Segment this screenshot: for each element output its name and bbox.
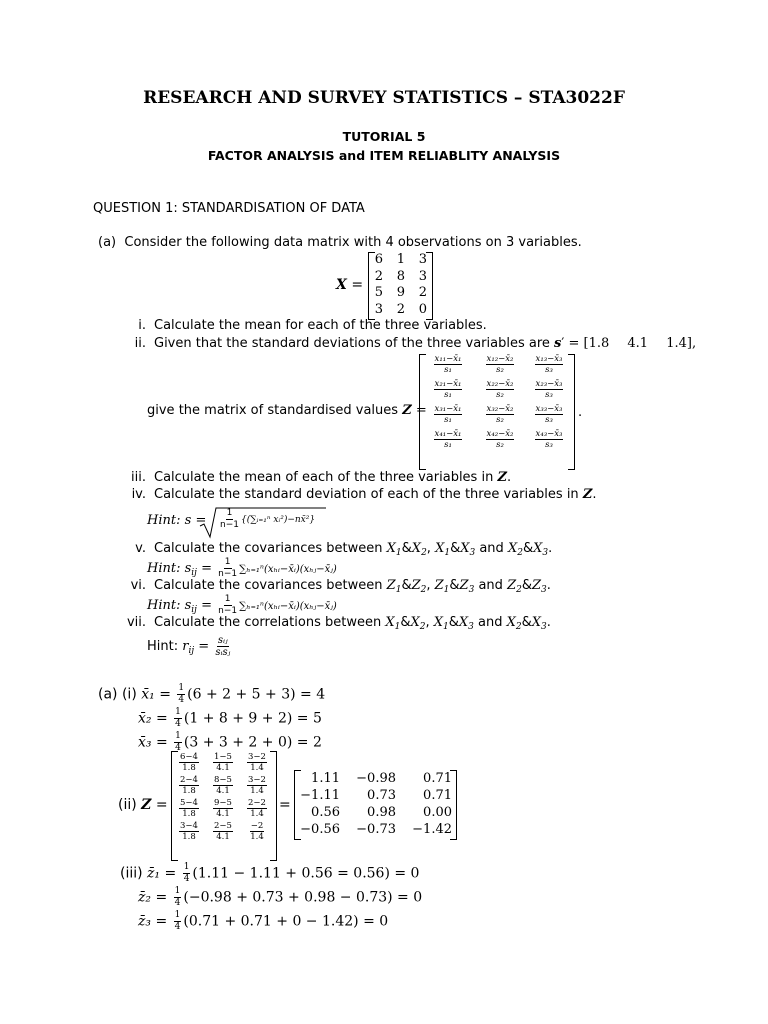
- matrix-z-fraction-cell: 3−2 1.4: [248, 775, 266, 796]
- matrix-z-general-cell: x₃₁−x̄₁ s₁: [434, 404, 462, 425]
- answer-zmean-1: (iii) z̄₁ = $\frac{1}{4}$ (1.11 − 1.11 + 0.56 = 0.56) = 0: [120, 862, 420, 884]
- matrix-z-value-cell: 0.71: [423, 771, 452, 786]
- tutorial-subtitle: FACTOR ANALYSIS and ITEM RELIABLITY ANALYSIS: [207, 148, 561, 163]
- matrix-z-fraction-cell: 1−5 4.1: [214, 752, 232, 773]
- matrix-z-general-cell: x₄₂−x̄₂ s₂: [486, 429, 514, 450]
- matrix-x-right-bracket: [426, 252, 433, 320]
- period: .: [578, 405, 583, 420]
- answer-zmean-3: z̄₃ = $\frac{1}{4}$ (0.71 + 0.71 + 0 − 1.42) = 0: [138, 910, 389, 932]
- document-title: RESEARCH AND SURVEY STATISTICS – STA3022F: [143, 88, 625, 108]
- matrix-x-cell: 2: [374, 268, 383, 284]
- matrix-z-fraction-cell: 6−4 1.8: [180, 752, 198, 773]
- matrix-x-cell: 6: [374, 252, 383, 267]
- matrix-z-fractions: [174, 752, 272, 842]
- item-vii: vii. Calculate the correlations between $X_1\&X_2$, $X_1\&X_3$ and $X_2\&X_3$.: [126, 615, 551, 632]
- matrix-z-general-cell: x₁₃−x̄₃ s₃: [535, 354, 563, 375]
- matrix-z-value-cell: −0.56: [300, 822, 340, 837]
- hint-cov-1: Hint: $s_{ij}$ = $\frac{1}{n-1}$ ∑ₕ₌₁ⁿ(xₕᵢ−x̄ᵢ)(xₕⱼ−x̄ⱼ): [147, 557, 337, 579]
- item-iii: iii. Calculate the mean of each of the three variables in Z.: [131, 470, 512, 485]
- tutorial-number: TUTORIAL 5: [342, 129, 426, 144]
- matrix-z-general-cell: x₃₂−x̄₂ s₂: [486, 404, 514, 425]
- matrix-z-general-cell: x₂₁−x̄₁ s₁: [434, 379, 462, 400]
- matrix-x-cell: 0: [418, 301, 427, 317]
- matrix-z-value-cell: 0.98: [367, 805, 396, 820]
- matrix-z-general-cell: x₄₃−x̄₃ s₃: [535, 429, 563, 450]
- matrix-x-cell: 3: [374, 301, 383, 317]
- matrix-z-value-cell: 1.11: [311, 771, 340, 786]
- item-v: v. Calculate the covariances between $X_1\&X_2$, $X_1\&X_3$ and $X_2\&X_3$.: [135, 541, 553, 558]
- matrix-z-general-cell: x₃₃−x̄₃ s₃: [535, 404, 563, 425]
- matrix-z-value-cell: 0.71: [423, 788, 452, 803]
- item-iv: iv. Calculate the standard deviation of each of the three variables in Z.: [131, 487, 597, 502]
- matrix-z-values: [296, 770, 452, 838]
- hint-sd: Hint: s =: [147, 513, 207, 528]
- answer-mean-1: (a) (i) x̄₁ = $\frac{1}{4}$ (6 + 2 + 5 + 3) = 4: [98, 683, 326, 705]
- matrix-z-fraction-cell: 9−5 4.1: [214, 798, 232, 819]
- matrix-z-value-cell: −1.42: [412, 822, 452, 837]
- matrix-z-general-cell: x₁₂−x̄₂ s₂: [486, 354, 514, 375]
- hint-sd-formula: $\frac{1}{n-1}$ {(∑ᵢ₌₁ⁿ xᵢ²)−nx̄²}: [220, 508, 316, 530]
- matrix-z-general-cell: x₂₂−x̄₂ s₂: [486, 379, 514, 400]
- matrix-z-value-cell: −0.73: [356, 822, 396, 837]
- hint-cov-2: Hint: $s_{ij}$ = $\frac{1}{n-1}$ ∑ₕ₌₁ⁿ(xₕᵢ−x̄ᵢ)(xₕⱼ−x̄ⱼ): [147, 594, 337, 616]
- matrix-x-label: X =: [336, 277, 364, 293]
- matrix-z-value-cell: −0.98: [356, 771, 396, 786]
- matrix-z-value-cell: −1.11: [300, 788, 340, 803]
- matrix-z-general: [422, 354, 572, 450]
- matrix-z-general-cell: x₁₁−x̄₁ s₁: [434, 354, 462, 375]
- question-heading: QUESTION 1: STANDARDISATION OF DATA: [93, 201, 365, 216]
- item-i: i. Calculate the mean for each of the three variables.: [138, 318, 487, 333]
- matrix-z-fraction-cell: 2−2 1.4: [248, 798, 266, 819]
- item-ii: ii. Given that the standard deviations of the three variables are s′ = [1.8 4.1 1.4],: [134, 336, 697, 351]
- matrix-x-cell: 3: [418, 268, 427, 284]
- matrix-z-fraction-cell: 5−4 1.8: [180, 798, 198, 819]
- matrix-x: [371, 252, 427, 318]
- item-vi: vi. Calculate the covariances between $Z_1\&Z_2$, $Z_1\&Z_3$ and $Z_2\&Z_3$.: [130, 578, 551, 595]
- matrix-z-value-cell: 0.73: [367, 788, 396, 803]
- answer-zmean-2: z̄₂ = $\frac{1}{4}$ (−0.98 + 0.73 + 0.98 − 0.73) = 0: [138, 886, 423, 908]
- answer-mean-3: x̄₃ = $\frac{1}{4}$ (3 + 3 + 2 + 0) = 2: [138, 731, 322, 753]
- matrix-z-fraction-cell: 2−4 1.8: [180, 775, 198, 796]
- matrix-x-cell: 1: [396, 252, 405, 267]
- matrix-z-general-cell: x₂₃−x̄₃ s₃: [535, 379, 563, 400]
- answer-z-label: (ii) Z =: [118, 797, 168, 813]
- matrix-x-cell: 8: [396, 268, 405, 284]
- hint-corr: Hint: $r_{ij}$ = $\frac{\text{sᵢⱼ}}{\text{sᵢsⱼ}}$: [147, 635, 231, 658]
- matrix-z-fraction-cell: 2−5 4.1: [214, 821, 232, 842]
- matrix-z-fraction-cell: 8−5 4.1: [214, 775, 232, 796]
- matrix-x-cell: 2: [396, 301, 405, 317]
- matrix-x-cell: 9: [396, 285, 405, 300]
- matrix-x-cell: 3: [418, 252, 427, 267]
- matrix-z-value-cell: 0.56: [311, 805, 340, 820]
- part-a-statement: (a) Consider the following data matrix with 4 observations on 3 variables.: [98, 235, 582, 250]
- matrix-z-fraction-cell: 3−2 1.4: [248, 752, 266, 773]
- matrix-z-fraction-cell: 3−4 1.8: [180, 821, 198, 842]
- matrix-z-value-cell: 0.00: [423, 805, 452, 820]
- answer-mean-2: x̄₂ = $\frac{1}{4}$ (1 + 8 + 9 + 2) = 5: [138, 707, 322, 729]
- matrix-z-fraction-cell: −2 1.4: [250, 821, 264, 842]
- matrix-z-general-cell: x₄₁−x̄₁ s₁: [434, 429, 462, 450]
- matrix-x-cell: 2: [418, 285, 427, 300]
- equals-sign: =: [279, 797, 291, 813]
- give-matrix-text: give the matrix of standardised values Z =: [147, 403, 427, 418]
- matrix-x-cell: 5: [374, 285, 383, 300]
